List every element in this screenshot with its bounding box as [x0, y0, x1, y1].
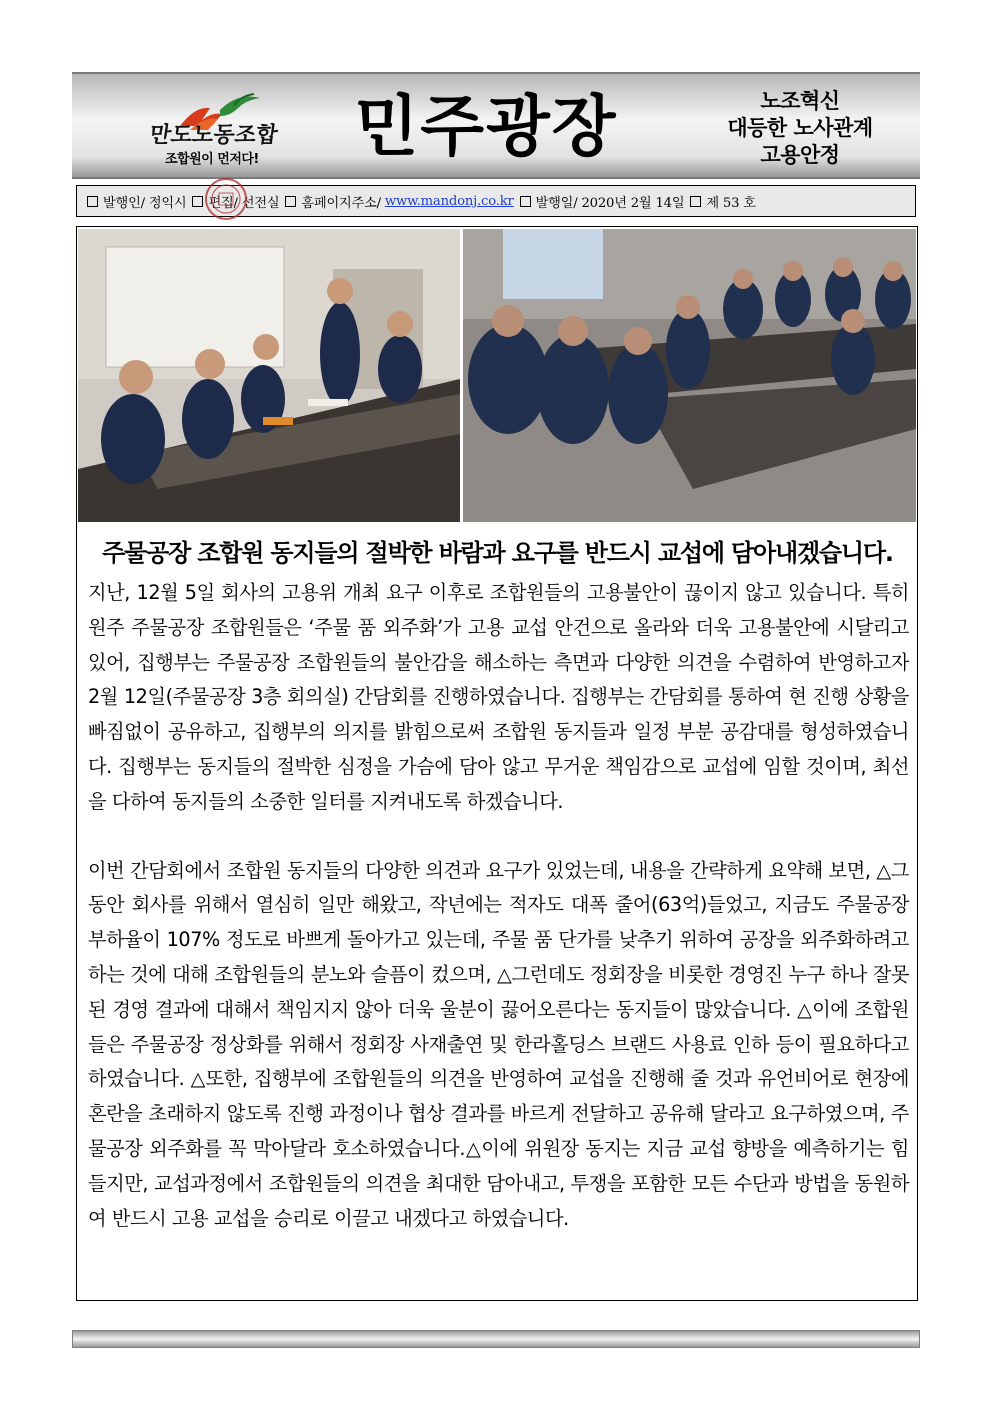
checkbox-square-icon	[690, 196, 701, 207]
issue-number: 제 53 호	[706, 195, 756, 211]
article-paragraph: 지난, 12월 5일 회사의 고용위 개최 요구 이후로 조합원들의 고용불안이 끊이지 않고 있습니다. 특히 원주 주물공장 조합원들은 ‘주물 품 외주화’가 고용 교섭 안건으로 올라와 더욱 고용불안에 시달리고 있어, 집행부는 주물공장 조합원들의 불안감을 해소하는 측면과 다양한 의견을 수렴하여 반영하고자 2월 12일(주물공장 3층 회의실) 간담회를 진행하였습니다. 집행부는 간담회를 통하여 현 진행 상황을 빠짐없이 공유하고, 집행부의 의지를 밝힘으로써 조합원 동지들과 일정 부분 공감대를 형성하였습니다. 집행부는 동지들의 절박한 심정을 가슴에 담아 않고 무거운 책임감으로 교섭에 임할 것이며, 최선을 다하여 동지들의 소중한 일터를 지켜내도록 하겠습니다.	[88, 581, 909, 813]
checkbox-square-icon	[192, 196, 203, 207]
article-body	[88, 576, 909, 1236]
slogan-item: 노조혁신	[760, 89, 840, 113]
article-headline: 주물공장 조합원 동지들의 절박한 바람과 요구를 반드시 교섭에 담아내겠습니다.	[102, 539, 893, 567]
slogan-list	[700, 88, 900, 169]
meeting-photo-left	[78, 229, 460, 522]
footer-band	[72, 1330, 920, 1348]
article-paragraph: 이번 간담회에서 조합원 동지들의 다양한 의견과 요구가 있었는데, 내용을 간략하게 요약해 보면, △그동안 회사를 위해서 열심히 일만 해왔고, 작년에는 적자도 대폭 줄어(63억)들었고, 지금도 주물공장 부하율이 107% 정도로 바쁘게 돌아가고 있는데, 주물 품 단가를 낮추기 위하여 공장을 외주화하려고 하는 것에 대해 조합원들의 분노와 슬픔이 컸으며, △그런데도 정회장을 비롯한 경영진 누구 하나 잘못된 경영 결과에 대해서 책임지지 않아 더욱 울분이 끓어오른다는 동지들이 많았습니다. △이에 조합원들은 주물공장 정상화를 위해서 정회장 사재출연 및 한라홀딩스 브랜드 사용료 인하 등이 필요하다고 하였습니다. △또한, 집행부에 조합원들의 의견을 반영하여 교섭을 진행해 줄 것과 유언비어로 현장에 혼란을 초래하지 않도록 진행 과정이나 협상 결과를 바르게 전달하고 공유해 달라고 요구하였으며, 주물공장 외주화를 꼭 막아달라 호소하였습니다.△이에 위원장 동지는 지금 교섭 향방을 예측하기는 힘들지만, 교섭과정에서 조합원들의 의견을 최대한 담아내고, 투쟁을 포함한 모든 수단과 방법을 동원하여 반드시 고용 교섭을 승리로 이끌고 내겠다고 하였습니다.	[88, 858, 909, 1230]
logo-slogan: 조합원이 먼저다!	[165, 152, 259, 167]
checkbox-square-icon	[285, 196, 296, 207]
publisher: 발행인/ 정익시	[103, 195, 187, 211]
meeting-photo-right	[463, 229, 916, 522]
logo-text: 만도노동조합	[147, 122, 280, 148]
checkbox-square-icon	[520, 196, 531, 207]
publish-date: 발행일/ 2020년 2월 14일	[535, 195, 685, 211]
official-seal-icon	[203, 176, 249, 222]
slogan-item: 대등한 노사관계	[727, 116, 873, 140]
slogan-item: 고용안정	[760, 143, 840, 167]
homepage-label: 홈페이지주소/	[301, 195, 381, 211]
checkbox-square-icon	[87, 196, 98, 207]
homepage-link[interactable]: www.mandonj.co.kr	[384, 193, 514, 209]
publication-info-bar	[76, 185, 916, 217]
editor: 편집/ 선전실	[208, 195, 280, 211]
newsletter-title: 민주광장	[354, 88, 618, 165]
